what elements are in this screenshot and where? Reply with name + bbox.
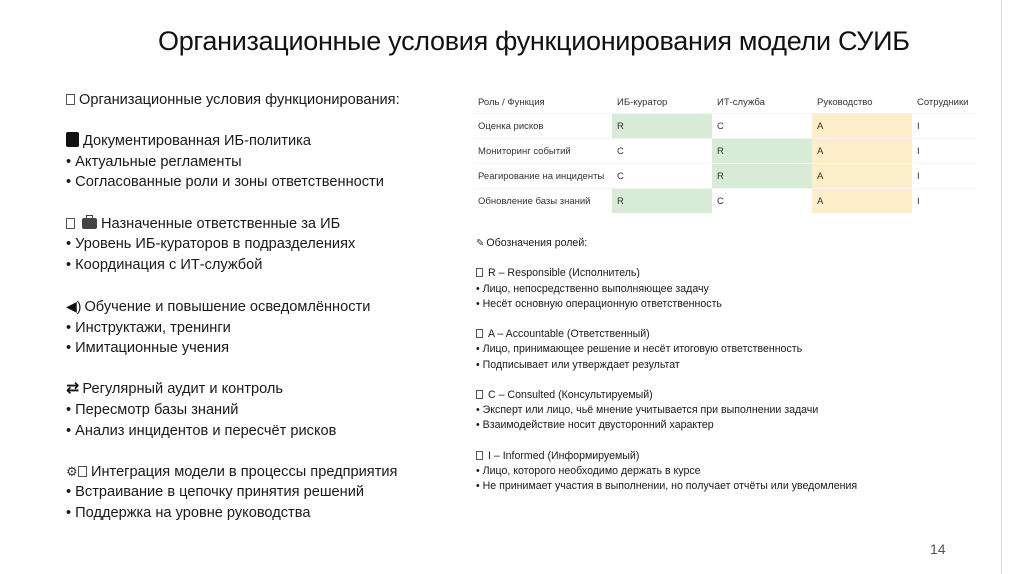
table-cell: R [612,189,712,214]
row-label: Реагирование на инциденты [473,164,612,189]
role-title: A – Accountable (Ответственный) [476,327,976,342]
slide-title: Организационные условия функционирования модели СУИБ [158,26,910,56]
placeholder-box-icon [476,329,483,338]
table-row [473,189,977,214]
table-cell: A [812,114,912,139]
table-cell: C [612,139,712,164]
table-cell: R [612,114,712,139]
page-number: 14 [930,541,946,557]
table-row [473,114,977,139]
role-title: C – Consulted (Консультируемый) [476,388,976,403]
table-cell: I [912,139,977,164]
table-cell: I [912,114,977,139]
placeholder-box-icon [476,451,483,460]
list-item: • Лицо, непосредственно выполняющее задачу [476,282,709,295]
list-item: • Не принимает участия в выполнении, но получает отчёты или уведомления [476,480,858,493]
list-item: • Анализ инцидентов и пересчёт рисков [66,422,337,439]
list-item: • Имитационные учения [66,340,230,357]
table-cell: R [712,164,812,189]
placeholder-box-icon [66,94,75,105]
placeholder-box-icon [476,390,483,399]
list-item: • Несёт основную операционную ответственность [476,297,722,310]
row-label: Мониторинг событий [473,139,612,164]
column-header: ИБ-куратор [617,96,668,108]
cycle-icon: ⇄ [66,380,80,398]
placeholder-box-icon [476,268,483,277]
list-item: • Инструктажи, тренинги [66,319,231,336]
column-header: Руководство [817,96,873,108]
table-cell: A [812,189,912,214]
list-item: • Встраивание в цепочку принятия решений [66,484,365,501]
list-item: • Актуальные регламенты [66,153,242,170]
list-item: • Взаимодействие носит двусторонний характер [476,419,714,432]
list-item: • Подписывает или утверждает результат [476,358,680,371]
list-item: • Эксперт или лицо, чьё мнение учитывается при выполнении задачи [476,404,819,417]
list-item: • Согласованные роли и зоны ответственности [66,174,384,191]
table-row [473,164,977,189]
list-item: • Уровень ИБ-кураторов в подразделениях [66,236,356,253]
section-header: ⚙ Интеграция модели в процессы предприятия [66,462,466,483]
table-cell: C [712,114,812,139]
role-legend [476,236,976,494]
megaphone-icon: ◀) [66,297,82,314]
table-header-row [473,91,977,114]
column-header: ИТ-служба [717,96,765,108]
table-cell: A [812,139,912,164]
gear-icon: ⚙ [66,463,78,479]
section-header: Документированная ИБ-политика [66,131,466,152]
section-header: ◀) Обучение и повышение осведомлённости [66,297,371,315]
section-header: ⇄ Регулярный аудит и контроль [66,379,466,400]
column-header: Роль / Функция [478,96,545,108]
table-cell: I [912,164,977,189]
clipboard-icon [66,132,79,147]
tags-icon: ✎ [476,238,485,249]
list-item: • Пересмотр базы знаний [66,401,239,418]
conditions-heading: Организационные условия функционирования: [66,90,466,111]
briefcase-icon [82,218,97,229]
role-title: R – Responsible (Исполнитель) [476,266,976,281]
placeholder-box-icon [78,466,87,477]
conditions-list [66,90,466,523]
table-cell: C [712,189,812,214]
placeholder-box-icon [66,218,75,229]
list-item: • Поддержка на уровне руководства [66,504,311,521]
table-cell: C [612,164,712,189]
table-cell: A [812,164,912,189]
list-item: • Лицо, принимающее решение и несёт итоговую ответственность [476,343,803,356]
column-header: Сотрудники [917,96,969,108]
role-title: I – Informed (Информируемый) [476,449,976,464]
legend-heading: ✎ Обозначения ролей: [476,237,588,249]
table-cell: R [712,139,812,164]
list-item: • Лицо, которого необходимо держать в курсе [476,464,701,477]
section-header: Назначенные ответственные за ИБ [66,214,466,235]
table-row [473,139,977,164]
row-label: Оценка рисков [473,114,612,139]
table-cell: I [912,189,977,214]
right-divider [1001,0,1002,574]
row-label: Обновление базы знаний [473,189,612,214]
raci-matrix [473,91,977,213]
list-item: • Координация с ИТ-службой [66,256,263,273]
